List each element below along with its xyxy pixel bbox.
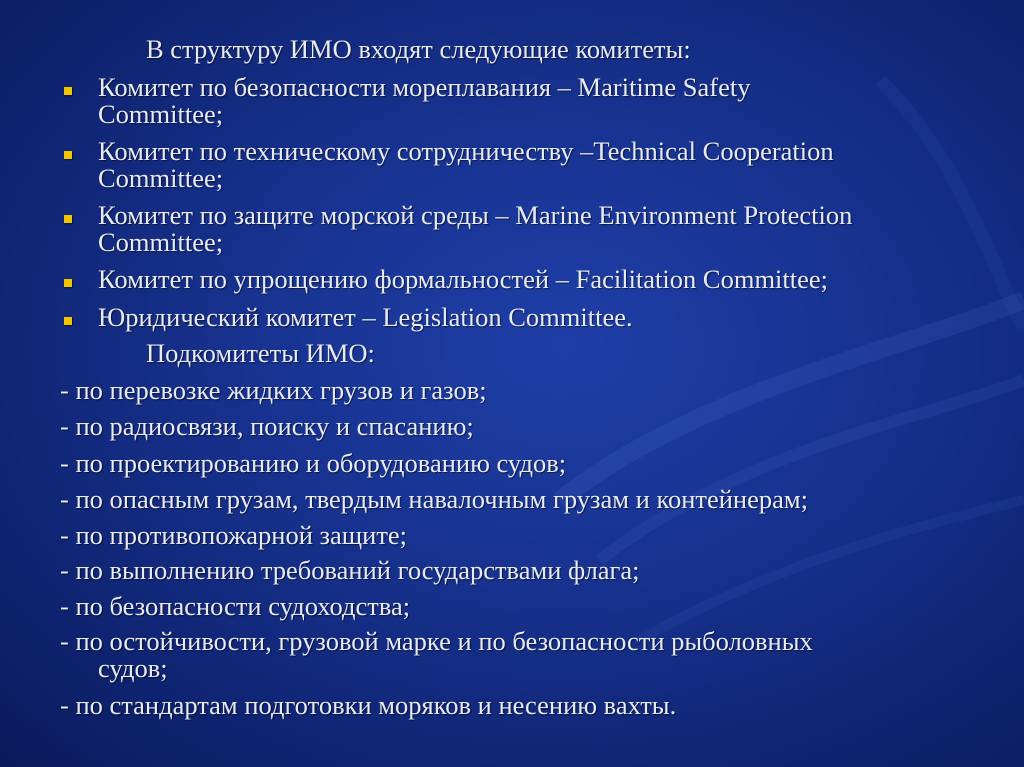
bullet-square-icon — [64, 87, 72, 95]
committee-item-3-line2: Committee; — [98, 227, 224, 257]
committee-item-1-line1: Комитет по безопасности мореплавания – Maritime Safety — [98, 72, 751, 102]
committee-item-4: Комитет по упрощению формальностей – Facilitation Committee; — [98, 264, 829, 294]
subcommittee-item: - по стандартам подготовки моряков и несению вахты. — [60, 690, 677, 720]
subcommittee-item: - по остойчивости, грузовой марке и по безопасности рыболовных — [60, 626, 813, 656]
subcommittee-item: - по проектированию и оборудованию судов; — [60, 448, 567, 478]
bullet-square-icon — [64, 151, 72, 159]
subcommittees-heading: Подкомитеты ИМО: — [146, 338, 375, 368]
subcommittee-item-continuation: судов; — [98, 653, 168, 683]
committee-item-5: Юридический комитет – Legislation Committee. — [98, 302, 633, 332]
subcommittee-item: - по выполнению требований государствами флага; — [60, 555, 640, 585]
subcommittee-item: - по безопасности судоходства; — [60, 591, 411, 621]
subcommittee-item: - по опасным грузам, твердым навалочным грузам и контейнерам; — [60, 484, 809, 514]
committee-item-2-line2: Committee; — [98, 163, 224, 193]
committee-item-1-line2: Committee; — [98, 99, 224, 129]
bullet-square-icon — [64, 279, 72, 287]
committee-item-3-line1: Комитет по защите морской среды – Marine Environment Protection — [98, 200, 853, 230]
subcommittee-item: - по перевозке жидких грузов и газов; — [60, 375, 487, 405]
committee-item-2-line1: Комитет по техническому сотрудничеству –Technical Cooperation — [98, 136, 834, 166]
bullet-square-icon — [64, 317, 72, 325]
intro-heading: В структуру ИМО входят следующие комитеты: — [146, 34, 691, 64]
subcommittee-item: - по противопожарной защите; — [60, 520, 408, 550]
bullet-square-icon — [64, 215, 72, 223]
subcommittee-item: - по радиосвязи, поиску и спасанию; — [60, 411, 474, 441]
